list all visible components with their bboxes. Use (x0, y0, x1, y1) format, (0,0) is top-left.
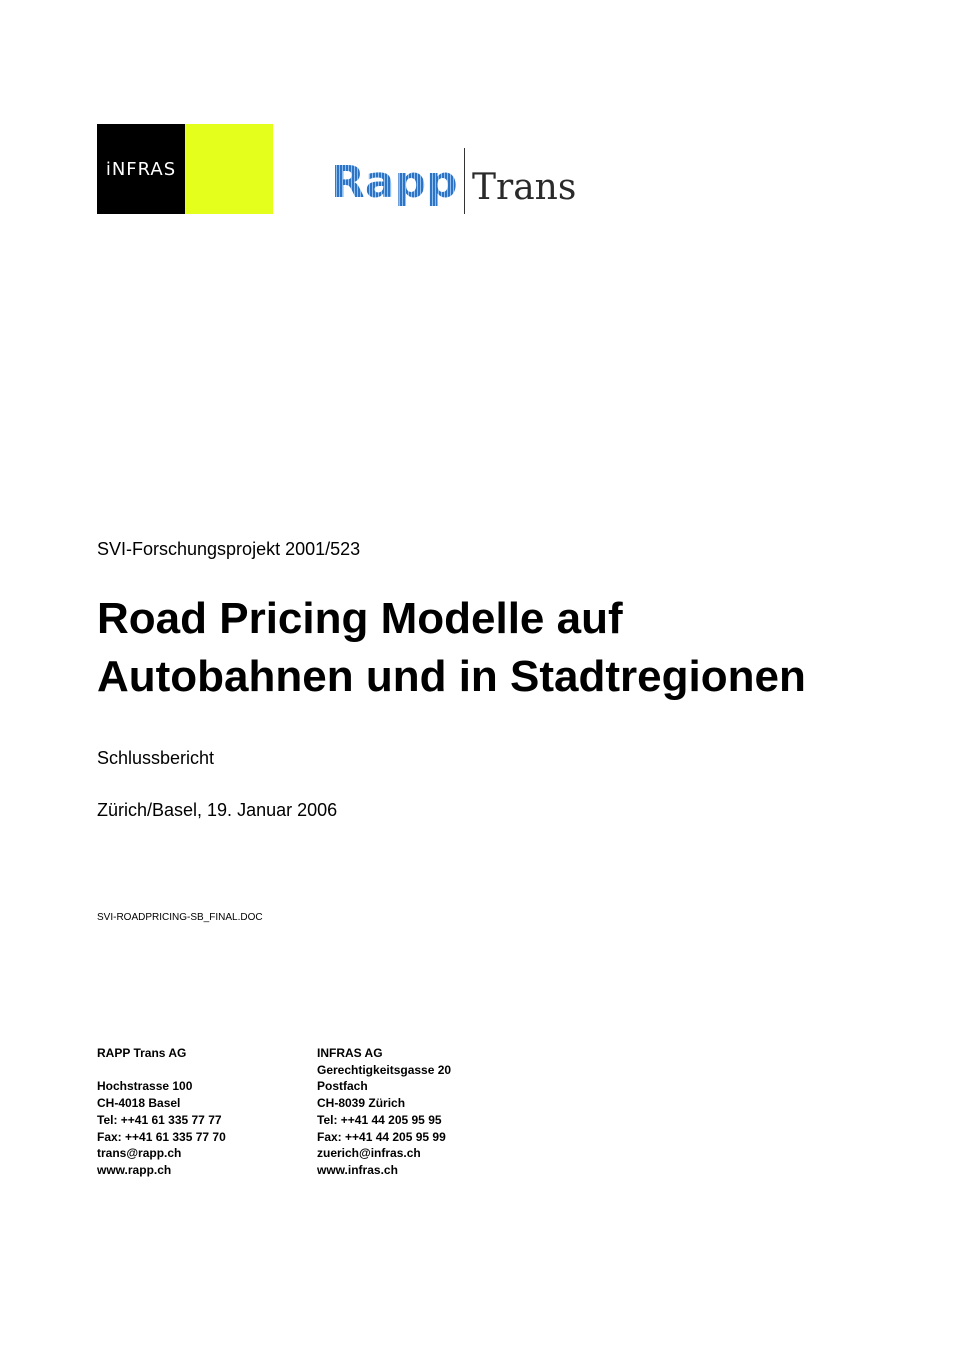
rapp-website: www.rapp.ch (97, 1162, 172, 1177)
infras-postbox: Postfach (317, 1079, 368, 1094)
infras-logo-black-block (97, 124, 185, 214)
infras-street: Gerechtigkeitsgasse 20 (317, 1062, 452, 1077)
rapp-logo-divider (464, 148, 465, 214)
rapp-city: CH-4018 Basel (97, 1096, 181, 1111)
rapp-street: Hochstrasse 100 (97, 1079, 193, 1094)
rapp-spacer (97, 1062, 226, 1079)
rapp-email: trans@rapp.ch (97, 1146, 182, 1161)
address-rapp (97, 1045, 226, 1179)
rapp-logo-text: Rapp (331, 157, 458, 208)
rapp-trans-logo (331, 146, 581, 218)
title-line-1: Road Pricing Modelle auf (97, 594, 623, 643)
document-title (97, 590, 806, 706)
infras-logo (97, 124, 273, 214)
project-reference: SVI-Forschungsprojekt 2001/523 (97, 539, 361, 559)
rapp-phone: Tel: ++41 61 335 77 77 (97, 1112, 222, 1127)
rapp-fax: Fax: ++41 61 335 77 70 (97, 1129, 226, 1144)
title-line-2: Autobahnen und in Stadtregionen (97, 652, 806, 701)
document-filename: SVI-ROADPRICING-SB_FINAL.DOC (97, 912, 263, 923)
infras-city: CH-8039 Zürich (317, 1096, 406, 1111)
infras-fax: Fax: ++41 44 205 95 99 (317, 1129, 446, 1144)
address-infras (317, 1045, 451, 1179)
infras-logo-lime-block (185, 124, 273, 214)
infras-logo-text: iNFRAS (105, 158, 177, 180)
infras-email: zuerich@infras.ch (317, 1146, 421, 1161)
infras-website: www.infras.ch (317, 1162, 398, 1177)
place-and-date: Zürich/Basel, 19. Januar 2006 (97, 800, 338, 820)
infras-company-name: INFRAS AG (317, 1046, 383, 1060)
rapp-company-name: RAPP Trans AG (97, 1046, 187, 1060)
trans-logo-text: Trans (472, 167, 577, 208)
report-type: Schlussbericht (97, 748, 215, 768)
infras-phone: Tel: ++41 44 205 95 95 (317, 1112, 442, 1127)
